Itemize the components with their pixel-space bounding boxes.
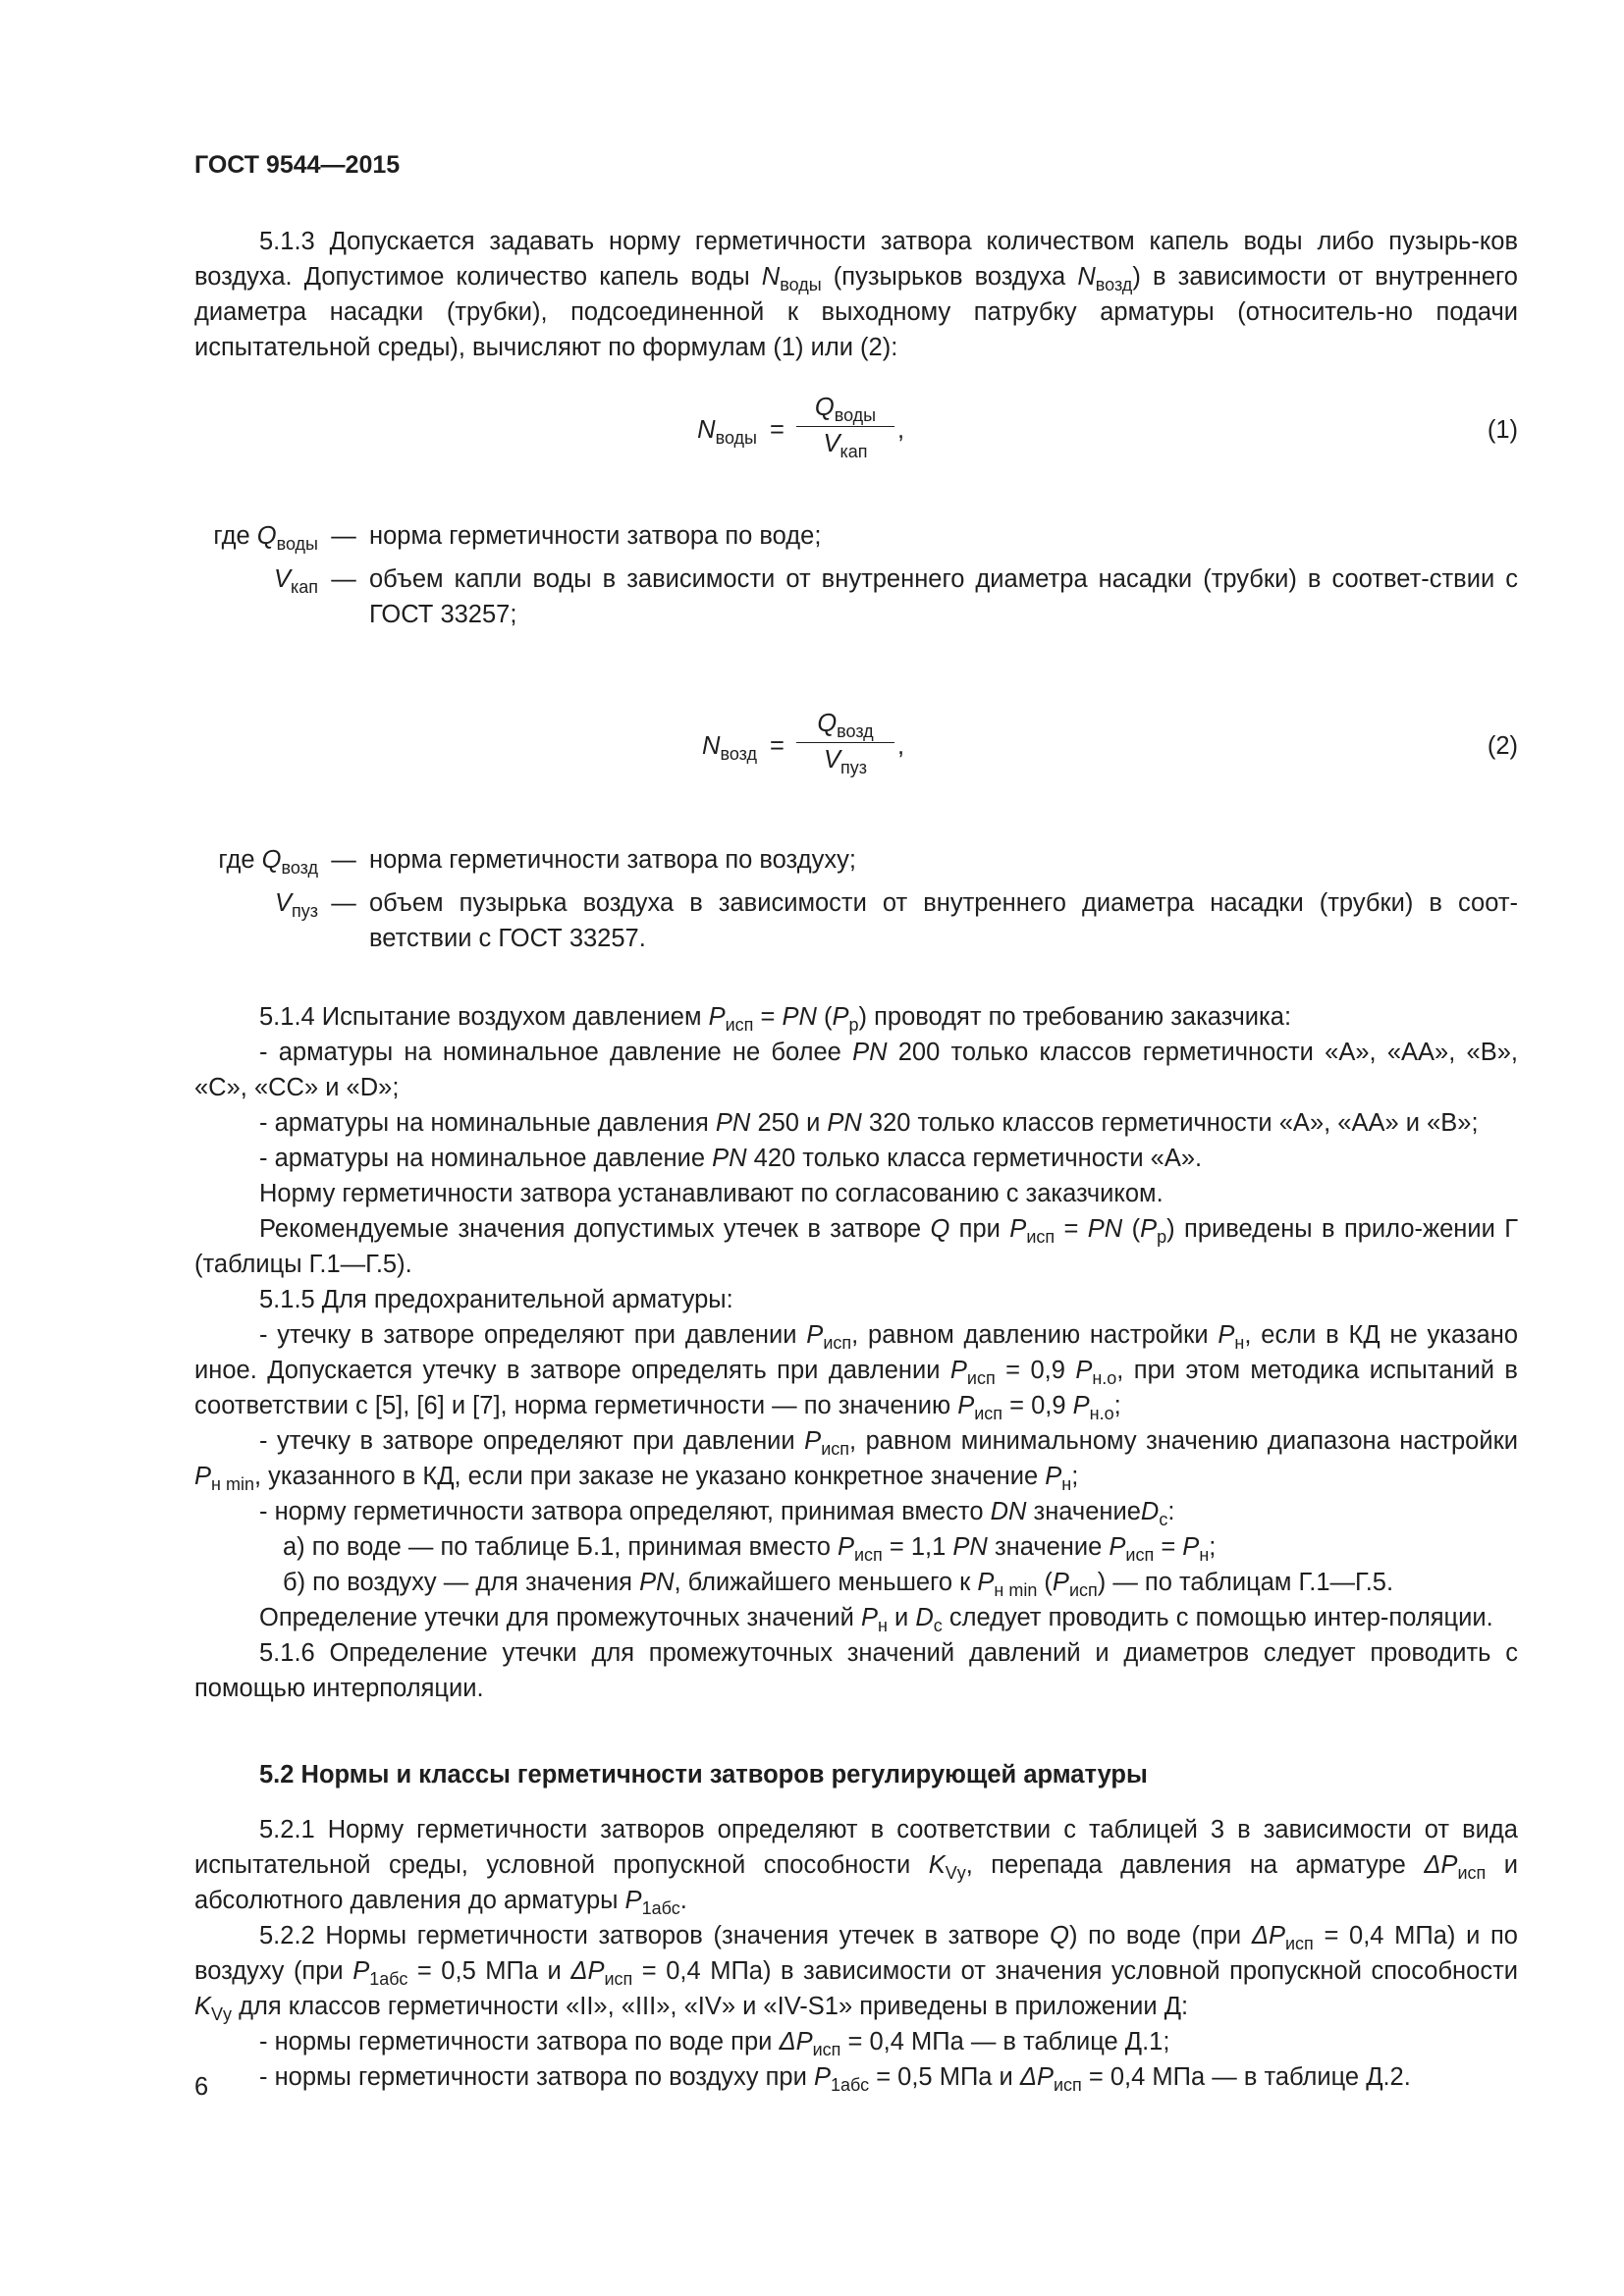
paragraph-text: Рекомендуемые значения допустимых утечек в затворе Q при $P_{исп}$ = PN $(P_р)$ приведены в прило-жении Г (таблицы Г.1—Г.5).: [194, 1215, 1519, 1278]
paragraph-5-1-6: 5.1.6 Определение утечки для промежуточных значений давлений и диаметров следует проводить с помощью интерполяции.: [194, 1639, 1518, 1702]
paragraph-5-1-4: 5.1.4 Испытание воздухом давлением $P_{исп}$ = PN $(P_р)$ проводят по требованию заказчика:: [259, 1003, 1292, 1035]
formula-2-number: (2): [1487, 732, 1518, 760]
list-item: - норму герметичности затвора определяют, принимая вместо DN значениеD$_с$:: [259, 1498, 1175, 1529]
paragraph-5-2-2: 5.2.2 Нормы герметичности затворов (значения утечек в затворе Q) по воде (при $\Delta P_{исп} = 0,4$ МПа) и по воздуху (при $P_{1абс} = 0,5$ МПа и $\Delta P_{исп} = 0,4$ МПа) в зависимости от значения условной пропускной способности $K_{Vу}$ для классов герметичности «II», «III», «IV» и «IV-S1» приведены в приложении Д:: [194, 1922, 1518, 2024]
document-header: ГОСТ 9544—2015: [194, 151, 401, 179]
formula-1: $N_{воды}$ = $Q_{воды}$ $V_{кап}$ , (1): [194, 391, 1518, 485]
paragraphs-5-2: [194, 1812, 1518, 2095]
formula-2-fraction: $Q_{возд}$ $V_{пуз}$: [796, 707, 894, 776]
formula-2: $N_{возд}$ = $Q_{возд}$ $V_{пуз}$ , (2): [194, 707, 1518, 801]
list-subitem: а) по воде — по таблице Б.1, принимая вместо $P_{исп} = 1,1$ PN значение $P_{исп} = P_н$;: [283, 1533, 1217, 1565]
definition-row: $V_{пуз}$ — объем пузырька воздуха в зависимости от внутреннего диаметра насадки (трубки) в соот-ветствии с ГОСТ 33257.: [274, 889, 1518, 952]
list-subitem: б) по воздуху — для значения PN, ближайшего меньшего к $P_{н min}$ $(P_{исп})$ — по таблицам Г.1—Г.5.: [283, 1569, 1394, 1600]
section-5-2-heading: 5.2 Нормы и классы герметичности затворов регулирующей арматуры: [259, 1761, 1148, 1789]
paragraph-text: Норму герметичности затвора устанавливают по согласованию с заказчиком.: [259, 1180, 1164, 1207]
paragraph-5-2-1: 5.2.1 Норму герметичности затворов определяют в соответствии с таблицей 3 в зависимости от вида испытательной среды, условной пропускной способности $K_{Vу}$, перепада давления на арматуре $\Delta P_{исп}$ и абсолютного давления до арматуры $P_{1абс}$.: [194, 1816, 1518, 1918]
definition-row: где $Q_{воды}$ — норма герметичности затвора по воде;: [213, 522, 822, 554]
list-item: - арматуры на номинальное давление PN 420 только класса герметичности «А».: [259, 1145, 1203, 1172]
definition-row: где $Q_{возд}$ — норма герметичности затвора по воздуху;: [218, 846, 856, 878]
definition-row: $V_{кап}$ — объем капли воды в зависимости от внутреннего диаметра насадки (трубки) в соответ-ствии с ГОСТ 33257;: [273, 565, 1518, 628]
paragraph-5-1-5: 5.1.5 Для предохранительной арматуры:: [259, 1286, 733, 1313]
list-item: - арматуры на номинальное давление не более PN 200 только классов герметичности «А», «АА», «В», «С», «СС» и «D»;: [194, 1039, 1518, 1101]
formula-1-fraction: $Q_{воды}$ $V_{кап}$: [796, 391, 894, 460]
formula-1-number: (1): [1487, 416, 1518, 444]
list-item: - арматуры на номинальные давления PN 250 и PN 320 только классов герметичности «А», «АА» и «В»;: [259, 1109, 1479, 1137]
paragraph-5-1-3: 5.1.3 Допускается задавать норму герметичности затвора количеством капель воды либо пузырь-ков воздуха. Допустимое количество капель воды $N_{воды}$ (пузырьков воздуха $N_{возд}$) в зависимости от внутреннего диаметра насадки (трубки), подсоединенной к выходному патрубку арматуры (относитель-но подачи испытательной среды), вычисляют по формулам (1) или (2):: [194, 228, 1518, 361]
list-item: - утечку в затворе определяют при давлении $P_{исп}$, равном давлению настройки $P_н$, если в КД не указано иное. Допускается утечку в затворе определять при давлении $P_{исп} = 0,9$ $P_{н.о}$, при этом методика испытаний в соответствии с [5], [6] и [7], норма герметичности — по значению $P_{исп} = 0,9$ $P_{н.о}$;: [194, 1321, 1519, 1423]
list-item: - нормы герметичности затвора по воздуху при $P_{1абс} = 0,5$ МПа и $\Delta P_{исп} = 0,4$ МПа — в таблице Д.2.: [259, 2063, 1411, 2095]
definitions-1: [194, 518, 1518, 632]
page-number: 6: [194, 2073, 209, 2101]
definitions-2: [194, 842, 1518, 956]
list-item: - нормы герметичности затвора по воде при $\Delta P_{исп} = 0,4$ МПа — в таблице Д.1;: [259, 2028, 1170, 2059]
list-item: - утечку в затворе определяют при давлении $P_{исп}$, равном минимальному значению диапазона настройки $P_{н min}$, указанного в КД, если при заказе не указано конкретное значение $P_н$;: [194, 1427, 1519, 1494]
paragraphs-5-1-4-to-5-1-6: [194, 999, 1518, 1706]
paragraph-text: Определение утечки для промежуточных значений $P_н$ и $D_с$ следует проводить с помощью интер-поляции.: [259, 1604, 1493, 1635]
